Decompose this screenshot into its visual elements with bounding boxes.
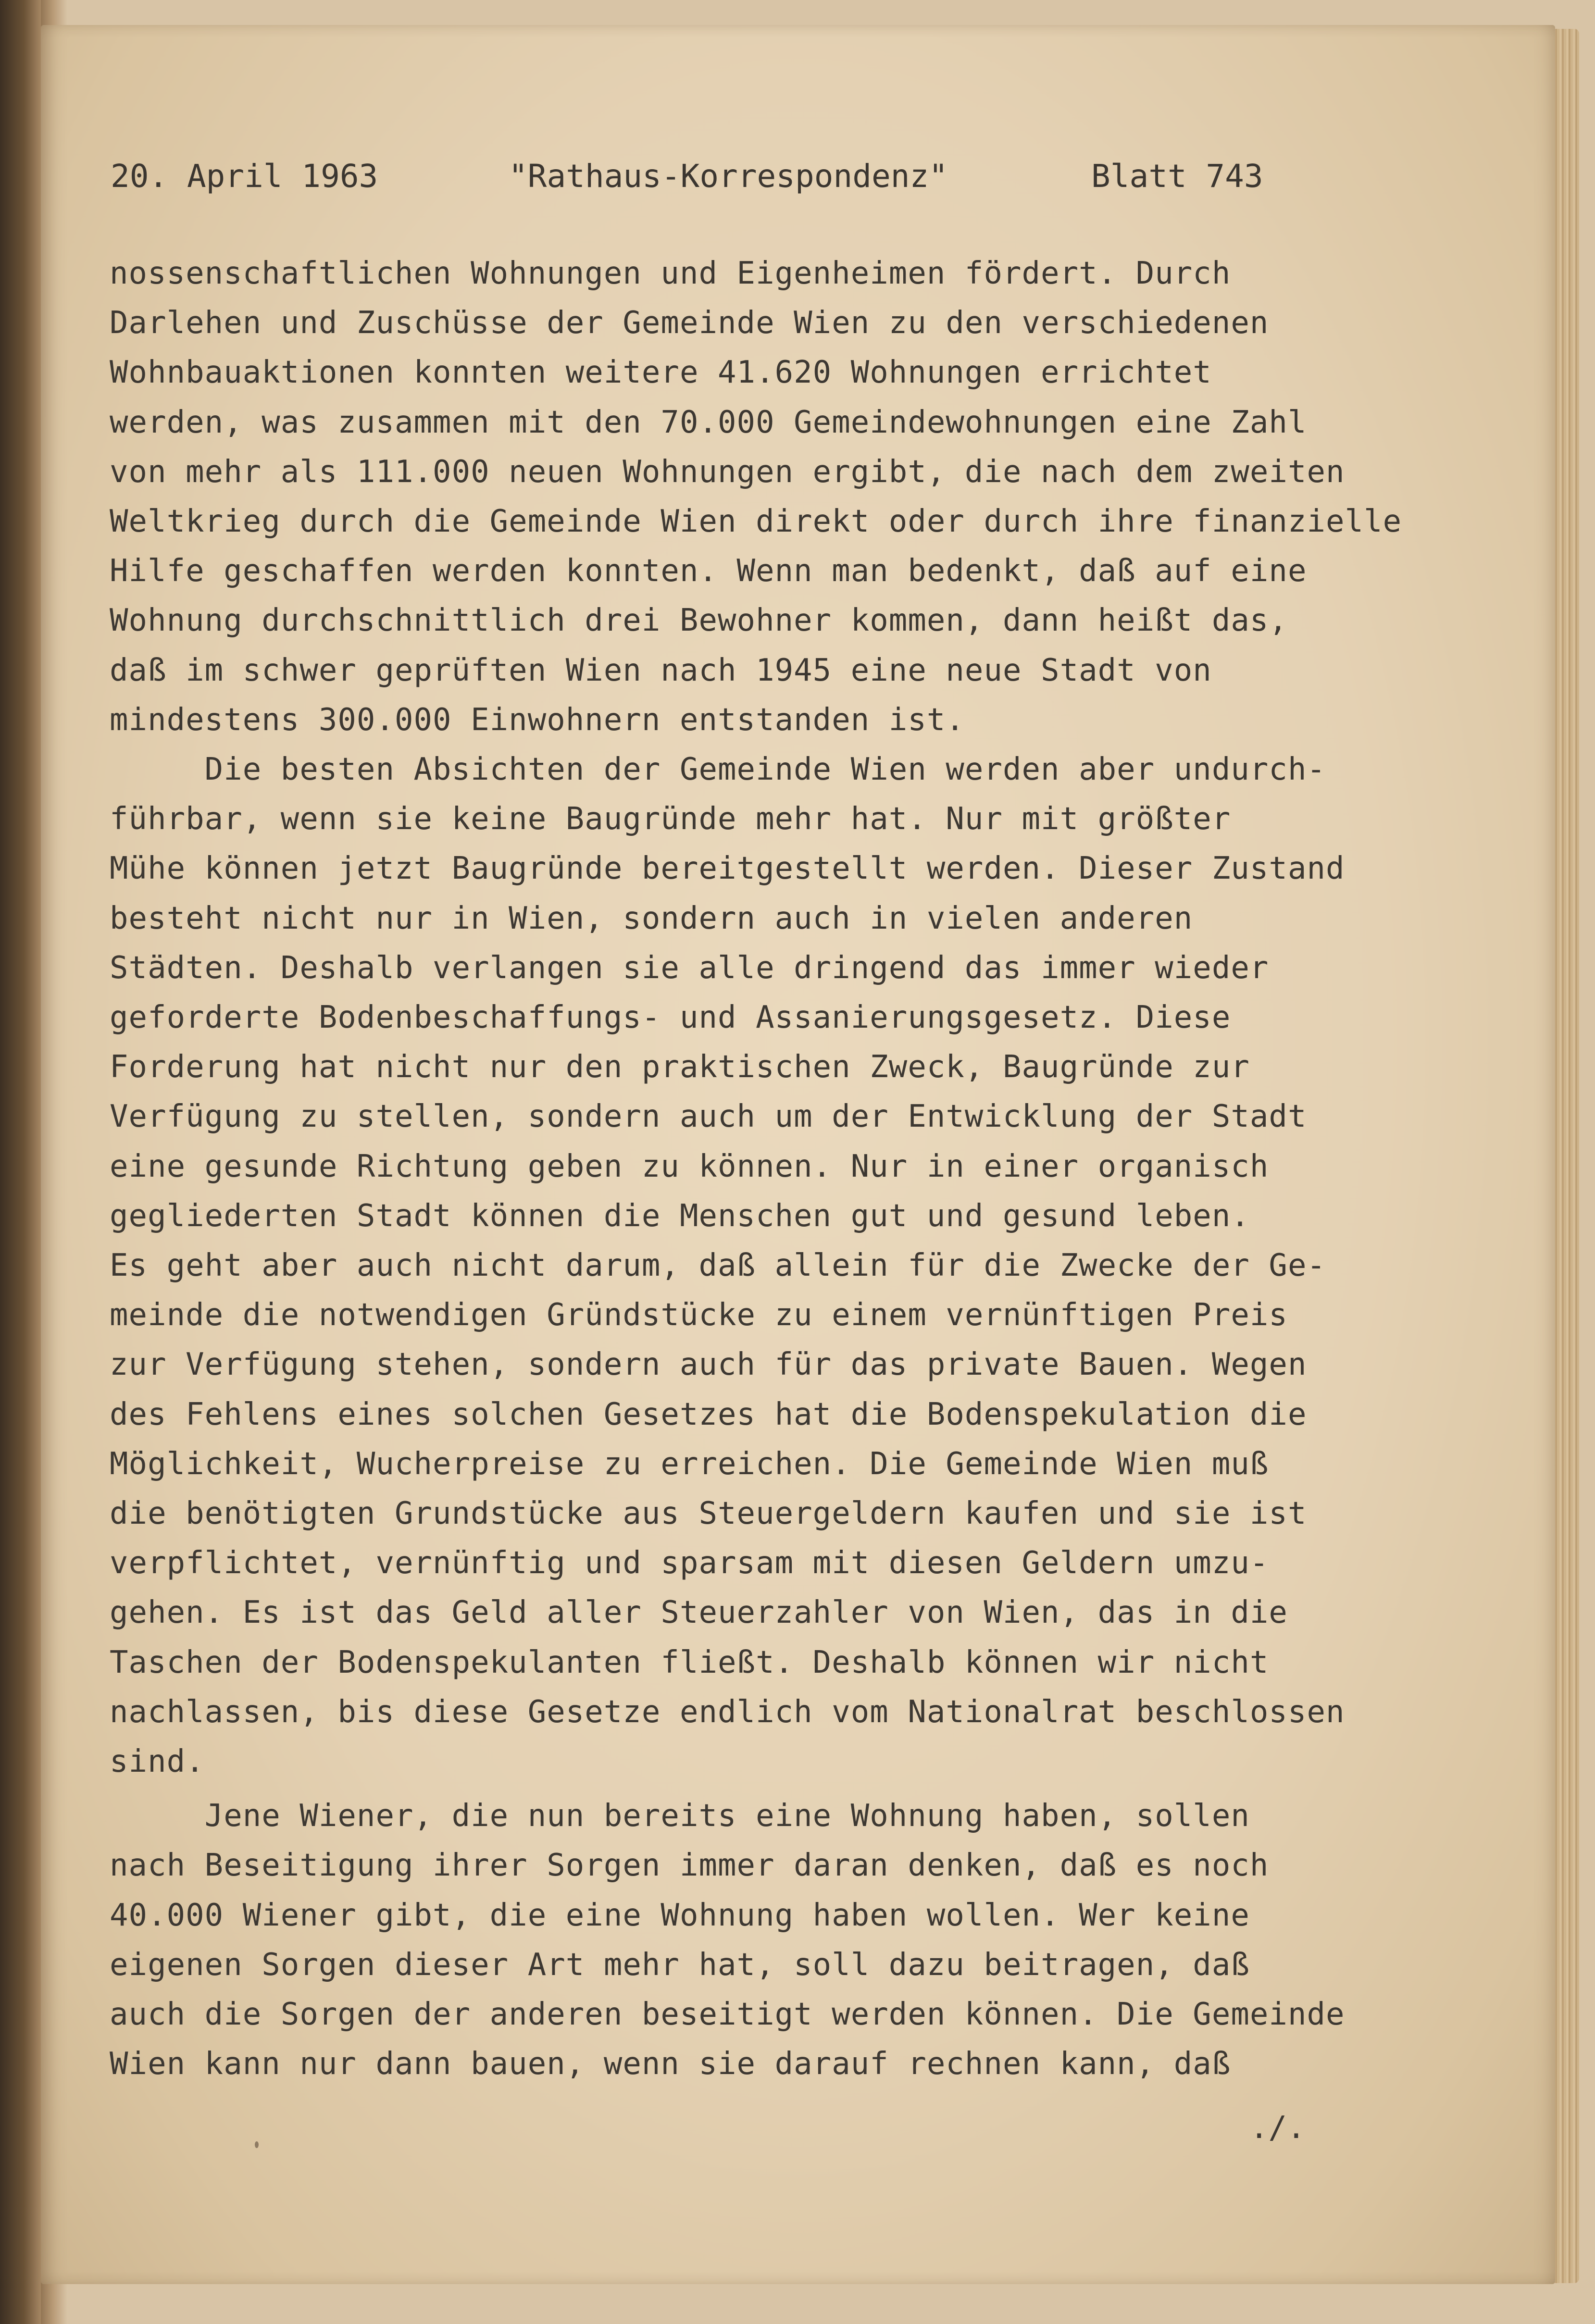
text-line: mindestens 300.000 Einwohnern entstanden ist. xyxy=(110,702,965,738)
text-line: gehen. Es ist das Geld aller Steuerzahler von Wien, das in die xyxy=(110,1595,1288,1631)
binding-edge xyxy=(0,0,41,2324)
text-line: meinde die notwendigen Gründstücke zu einem vernünftigen Preis xyxy=(110,1297,1288,1333)
text-line: gegliederten Stadt können die Menschen gut und gesund leben. xyxy=(110,1198,1250,1234)
text-line: Forderung hat nicht nur den praktischen Zweck, Baugründe zur xyxy=(110,1049,1250,1085)
text-line: verpflichtet, vernünftig und sparsam mit diesen Geldern umzu- xyxy=(110,1545,1269,1581)
text-line: 40.000 Wiener gibt, die eine Wohnung haben wollen. Wer keine xyxy=(110,1897,1250,1933)
text-line: nossenschaftlichen Wohnungen und Eigenheimen fördert. Durch xyxy=(110,256,1231,291)
text-line: eigenen Sorgen dieser Art mehr hat, soll dazu beitragen, daß xyxy=(110,1947,1250,1983)
page-header xyxy=(111,158,1447,201)
text-line: nach Beseitigung ihrer Sorgen immer daran denken, daß es noch xyxy=(110,1848,1269,1884)
text-line: Wohnbauaktionen konnten weitere 41.620 Wohnungen errichtet xyxy=(110,355,1212,391)
text-line: Die besten Absichten der Gemeinde Wien werden aber undurch- xyxy=(110,752,1326,787)
text-line: führbar, wenn sie keine Baugründe mehr hat. Nur mit größter xyxy=(110,801,1231,837)
text-line: Mühe können jetzt Baugründe bereitgestellt werden. Dieser Zustand xyxy=(110,851,1345,887)
text-line: Taschen der Bodenspekulanten fließt. Deshalb können wir nicht xyxy=(110,1644,1269,1680)
text-line: sind. xyxy=(110,1744,205,1779)
text-line: Jene Wiener, die nun bereits eine Wohnung haben, sollen xyxy=(110,1798,1250,1834)
header-title: "Rathaus-Korrespondenz" xyxy=(509,158,948,195)
text-line: Verfügung zu stellen, sondern auch um der Entwicklung der Stadt xyxy=(110,1099,1307,1135)
text-line: Es geht aber auch nicht darum, daß allein für die Zwecke der Ge- xyxy=(110,1248,1326,1283)
text-line: Weltkrieg durch die Gemeinde Wien direkt oder durch ihre finanzielle xyxy=(110,504,1402,539)
text-line: werden, was zusammen mit den 70.000 Gemeindewohnungen eine Zahl xyxy=(110,404,1307,440)
text-line: Wien kann nur dann bauen, wenn sie darauf rechnen kann, daß xyxy=(110,2046,1231,2082)
text-line: geforderte Bodenbeschaffungs- und Assanierungsgesetz. Diese xyxy=(110,1000,1231,1035)
text-line: nachlassen, bis diese Gesetze endlich vom Nationalrat beschlossen xyxy=(110,1694,1345,1730)
text-line: Wohnung durchschnittlich drei Bewohner kommen, dann heißt das, xyxy=(110,603,1288,639)
header-date: 20. April 1963 xyxy=(111,158,378,195)
text-line: auch die Sorgen der anderen beseitigt werden können. Die Gemeinde xyxy=(110,1997,1345,2032)
continuation-mark: ./. xyxy=(1250,2110,1306,2146)
text-line: von mehr als 111.000 neuen Wohnungen ergibt, die nach dem zweiten xyxy=(110,454,1345,490)
text-line: die benötigten Grundstücke aus Steuergeldern kaufen und sie ist xyxy=(110,1496,1307,1531)
ink-smudge xyxy=(255,2141,259,2148)
text-line: Städten. Deshalb verlangen sie alle dringend das immer wieder xyxy=(110,950,1269,986)
header-sheet-number: Blatt 743 xyxy=(1091,158,1263,195)
text-line: eine gesunde Richtung geben zu können. Nur in einer organisch xyxy=(110,1148,1269,1184)
text-line: Hilfe geschaffen werden konnten. Wenn man bedenkt, daß auf eine xyxy=(110,553,1307,589)
text-line: besteht nicht nur in Wien, sondern auch in vielen anderen xyxy=(110,900,1193,936)
text-line: Darlehen und Zuschüsse der Gemeinde Wien zu den verschiedenen xyxy=(110,305,1269,341)
text-line: zur Verfügung stehen, sondern auch für das private Bauen. Wegen xyxy=(110,1347,1307,1383)
text-line: Möglichkeit, Wucherpreise zu erreichen. Die Gemeinde Wien muß xyxy=(110,1446,1269,1482)
text-line: daß im schwer geprüften Wien nach 1945 eine neue Stadt von xyxy=(110,652,1212,688)
text-line: des Fehlens eines solchen Gesetzes hat die Bodenspekulation die xyxy=(110,1396,1307,1432)
